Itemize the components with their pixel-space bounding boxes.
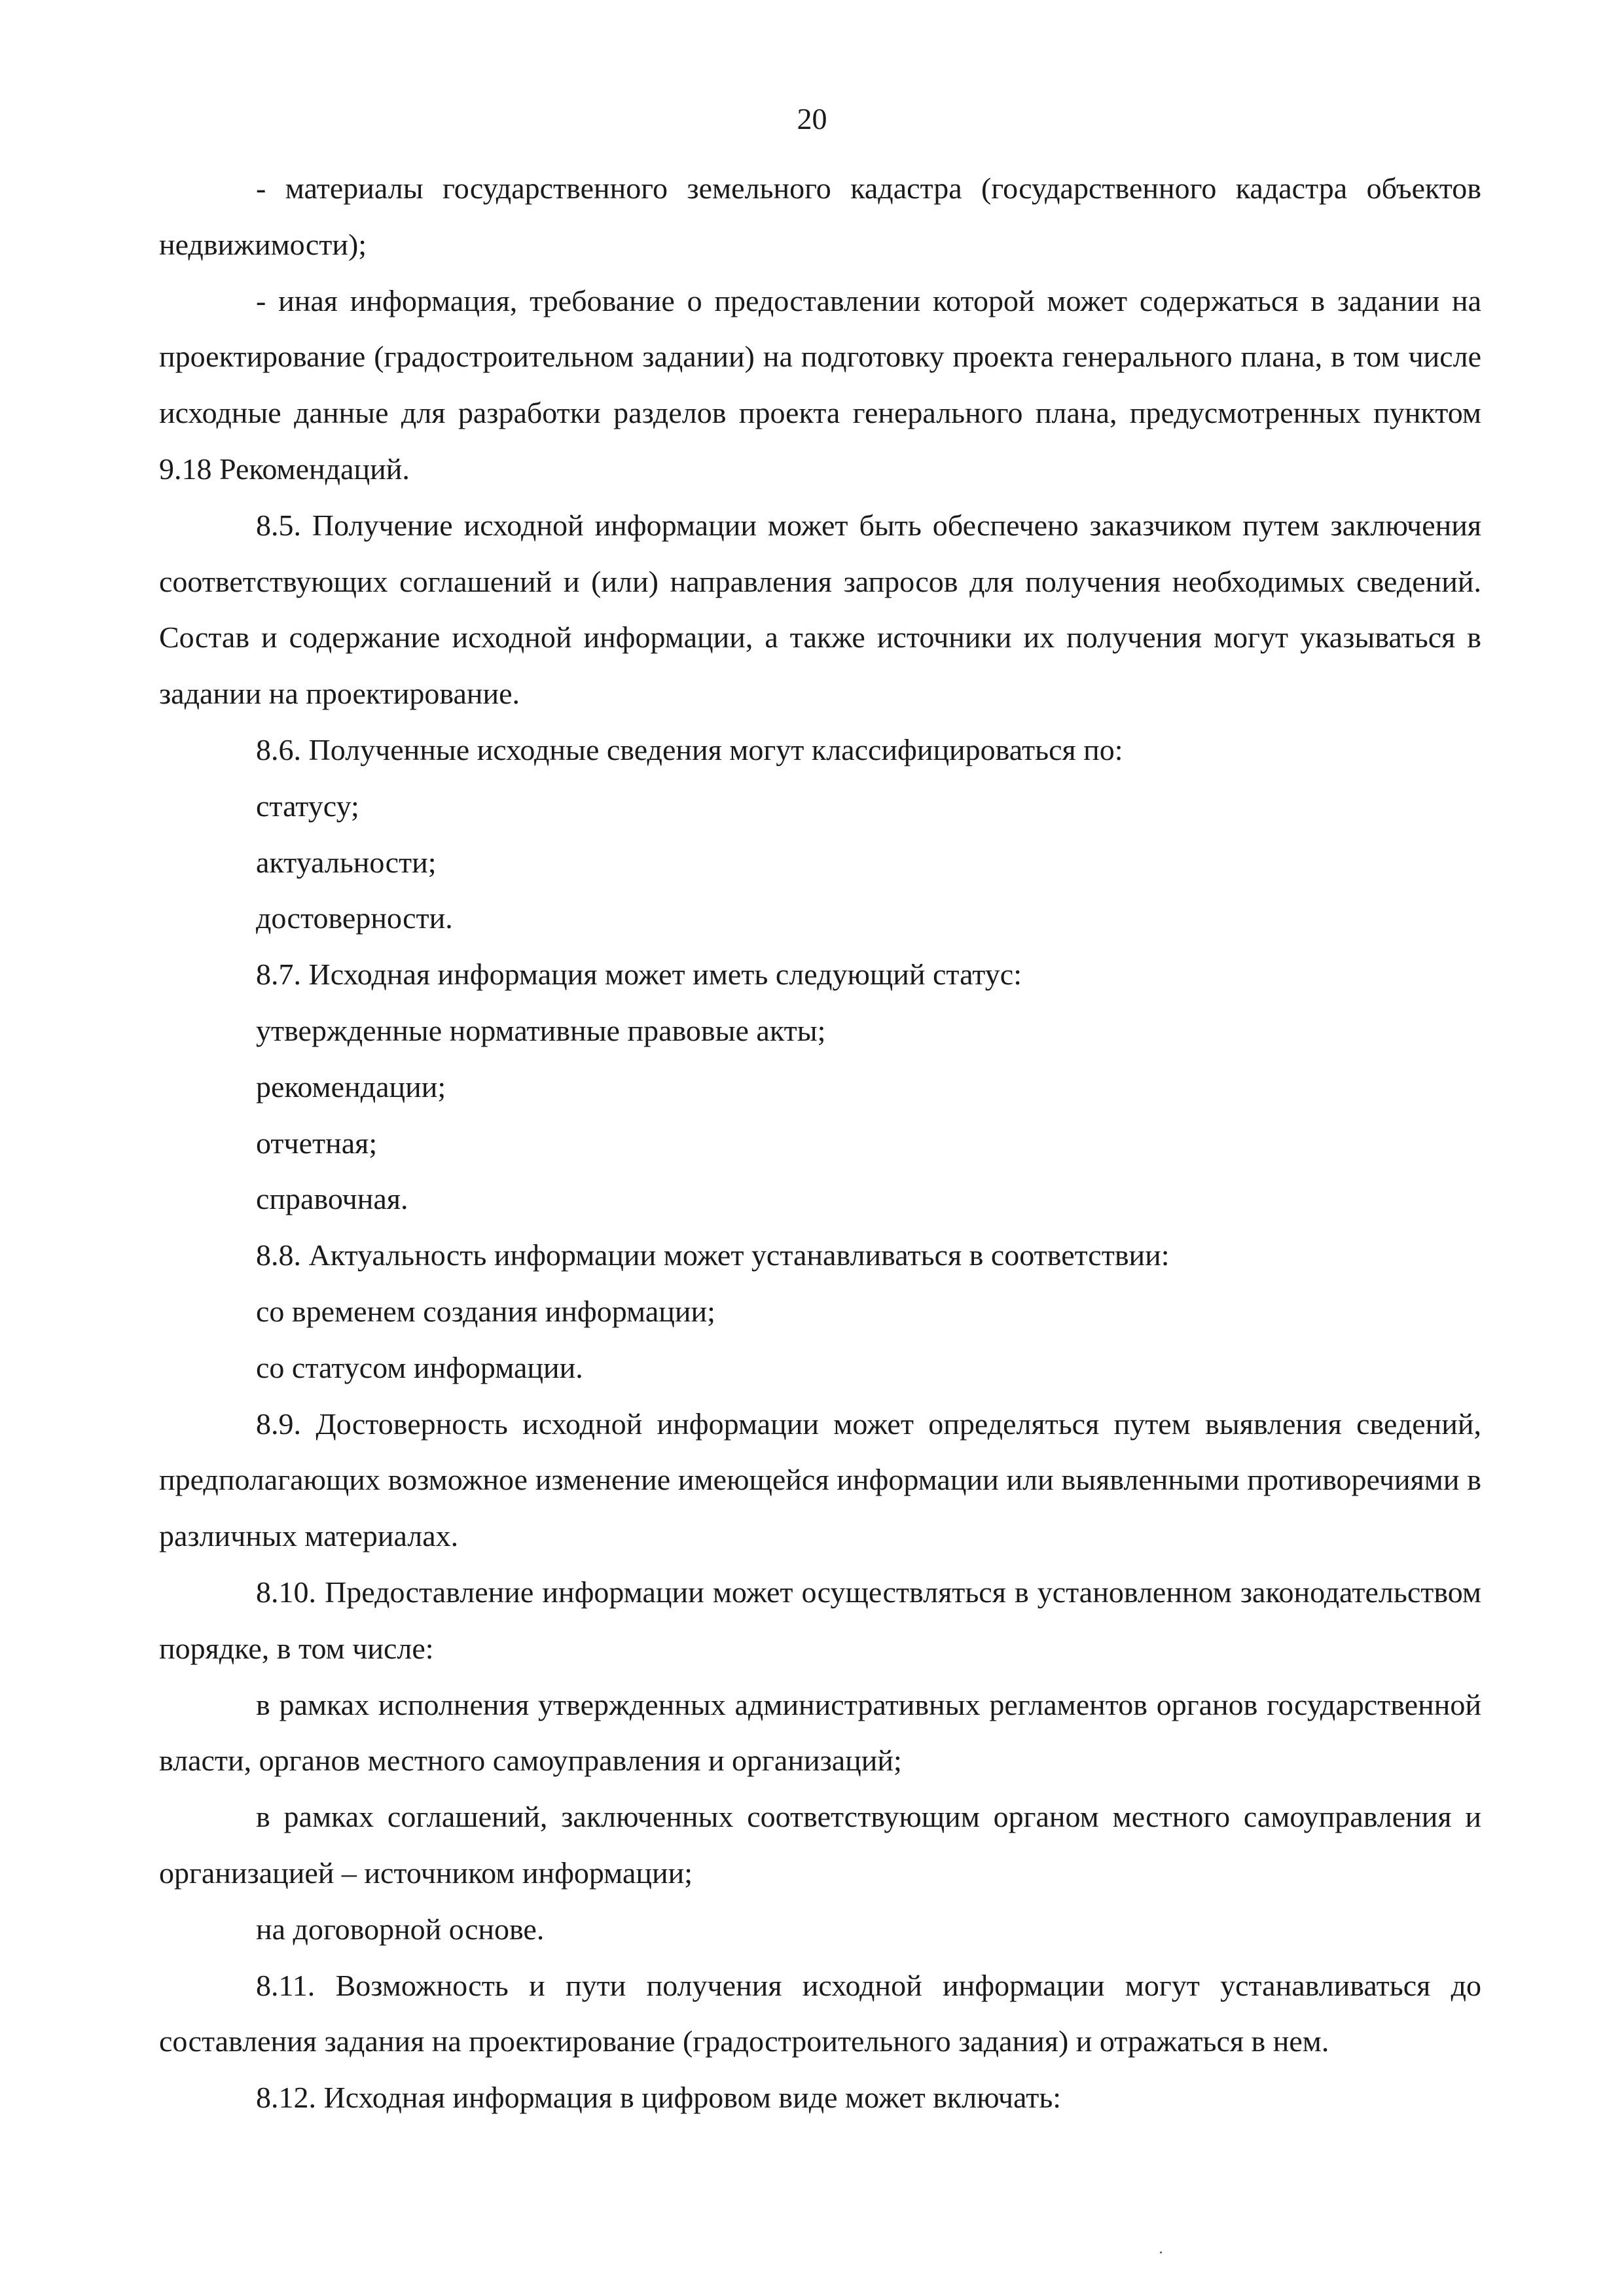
scan-speck: [1160, 2251, 1162, 2253]
paragraph-other-information: - иная информация, требование о предоставлении которой может содержаться в задании на проектирование (градостроительном задании) на подготовку проекта генерального плана, в том числе исходные данные для разработки разделов проекта генерального плана, предусмотренных пунктом 9.18 Рекомендаций.: [159, 283, 1481, 486]
list-item-reliability: достоверности.: [256, 901, 453, 935]
paragraph-8-8: 8.8. Актуальность информации может устанавливаться в соответствии:: [256, 1238, 1170, 1272]
body-text: [159, 160, 1481, 2126]
paragraph-8-9: 8.9. Достоверность исходной информации может определяться путем выявления сведений, предполагающих возможное изменение имеющейся информации или выявленными противоречиями в различных материалах.: [159, 1407, 1481, 1553]
list-item-contract-basis: на договорной основе.: [256, 1912, 545, 1946]
paragraph-8-5: 8.5. Получение исходной информации может быть обеспечено заказчиком путем заключения соответствующих соглашений и (или) направления запросов для получения необходимых сведений. Состав и содержание исходной информации, а также источники их получения могут указываться в задании на проектирование.: [159, 508, 1481, 711]
paragraph-8-12: 8.12. Исходная информация в цифровом виде может включать:: [256, 2081, 1062, 2115]
list-item-administrative-regulations: в рамках исполнения утвержденных административных регламентов органов государственной власти, органов местного самоуправления и организаций;: [159, 1687, 1481, 1778]
list-item-reporting: отчетная;: [256, 1126, 378, 1160]
paragraph-8-10: 8.10. Предоставление информации может осуществляться в установленном законодательством порядке, в том числе:: [159, 1575, 1481, 1665]
paragraph-cadastre-materials: - материалы государственного земельного кадастра (государственного кадастра объектов недвижимости);: [159, 171, 1481, 261]
list-item-creation-time: со временем создания информации;: [256, 1294, 715, 1328]
list-item-recommendations: рекомендации;: [256, 1069, 446, 1103]
list-item-reference: справочная.: [256, 1182, 408, 1216]
list-item-information-status: со статусом информации.: [256, 1350, 583, 1384]
page-number: 20: [797, 102, 827, 135]
list-item-relevance: актуальности;: [256, 845, 437, 879]
paragraph-8-6: 8.6. Полученные исходные сведения могут классифицироваться по:: [256, 732, 1123, 766]
list-item-approved-acts: утвержденные нормативные правовые акты;: [256, 1013, 826, 1047]
list-item-agreements: в рамках соглашений, заключенных соответствующим органом местного самоуправления и организацией – источником информации;: [159, 1800, 1481, 1890]
paragraph-8-11: 8.11. Возможность и пути получения исходной информации могут устанавливаться до составления задания на проектирование (градостроительного задания) и отражаться в нем.: [159, 1968, 1481, 2058]
paragraph-8-7: 8.7. Исходная информация может иметь следующий статус:: [256, 958, 1022, 992]
list-item-status: статусу;: [256, 789, 359, 823]
